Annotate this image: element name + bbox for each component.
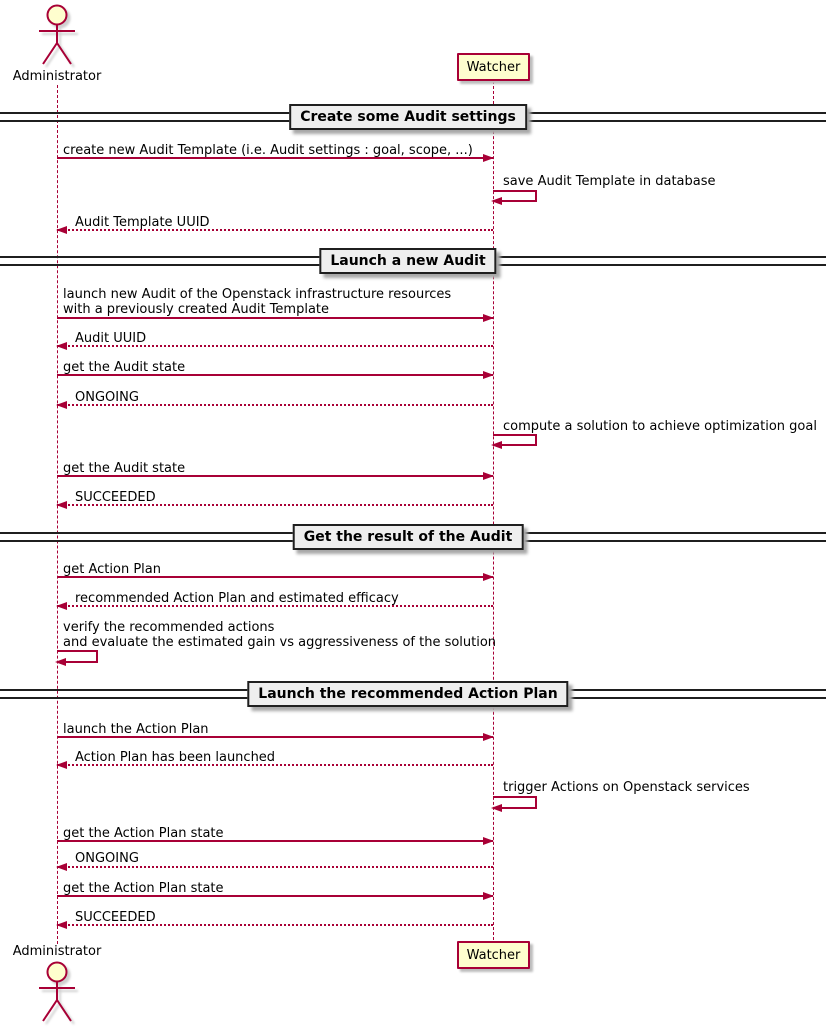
message-text-get-audit-state-2: get the Audit state [63, 461, 186, 476]
self-arrow-administrator [57, 650, 98, 663]
arrowhead-right-icon [483, 892, 494, 900]
message-text-audit-uuid: Audit UUID [75, 331, 147, 346]
self-arrow-watcher [493, 434, 537, 446]
return-arrow [57, 404, 493, 406]
arrowhead-left-icon [56, 921, 67, 929]
message-text-launch-audit-line2: with a previously created Audit Template [63, 302, 330, 317]
message-text-verify-actions-line2: and evaluate the estimated gain vs aggressiveness of the solution [63, 635, 497, 650]
solid-arrow [57, 374, 493, 376]
solid-arrow [57, 895, 493, 897]
arrowhead-right-icon [483, 573, 494, 581]
message-text-create-audit-template: create new Audit Template (i.e. Audit settings : goal, scope, ...) [63, 143, 473, 158]
section-divider-2: Launch a new Audit [319, 248, 496, 274]
solid-arrow [57, 576, 493, 578]
return-arrow [57, 229, 493, 231]
section-divider-3: Get the result of the Audit [293, 524, 524, 550]
message-text-launch-audit-line1: launch new Audit of the Openstack infrastructure resources [63, 287, 452, 302]
administrator-label-top: Administrator [12, 69, 102, 84]
solid-arrow [57, 157, 493, 159]
arrowhead-left-icon [56, 602, 67, 610]
message-text-verify-actions-line1: verify the recommended actions [63, 620, 275, 635]
arrowhead-right-icon [483, 154, 494, 162]
arrowhead-left-icon [56, 226, 67, 234]
arrowhead-left-icon [56, 761, 67, 769]
message-text-compute-solution: compute a solution to achieve optimization goal [503, 419, 817, 434]
administrator-actor-icon [31, 960, 83, 1024]
message-text-trigger-actions: trigger Actions on Openstack services [503, 780, 750, 795]
message-text-launch-action-plan: launch the Action Plan [63, 722, 209, 737]
self-arrow-watcher [493, 796, 537, 809]
return-arrow [57, 345, 493, 347]
solid-arrow [57, 736, 493, 738]
arrowhead-right-icon [483, 472, 494, 480]
message-text-get-plan-state-2: get the Action Plan state [63, 881, 224, 896]
arrowhead-left-icon [491, 804, 502, 812]
arrowhead-left-icon [56, 863, 67, 871]
solid-arrow [57, 317, 493, 319]
message-text-get-action-plan: get Action Plan [63, 562, 161, 577]
arrowhead-left-icon [55, 658, 66, 666]
arrowhead-left-icon [56, 401, 67, 409]
message-text-save-template: save Audit Template in database [503, 174, 716, 189]
solid-arrow [57, 475, 493, 477]
return-arrow [57, 504, 493, 506]
return-arrow [57, 924, 493, 926]
arrowhead-left-icon [491, 441, 502, 449]
arrowhead-right-icon [483, 733, 494, 741]
message-text-get-plan-state-1: get the Action Plan state [63, 826, 224, 841]
message-text-ongoing-1: ONGOING [75, 390, 139, 405]
section-divider-1: Create some Audit settings [289, 104, 527, 130]
message-text-ongoing-2: ONGOING [75, 851, 139, 866]
message-text-audit-template-uuid: Audit Template UUID [75, 215, 210, 230]
arrowhead-left-icon [56, 501, 67, 509]
administrator-actor-icon [31, 3, 83, 67]
arrowhead-left-icon [56, 342, 67, 350]
message-text-succeeded-1: SUCCEEDED [75, 490, 156, 505]
arrowhead-left-icon [491, 197, 502, 205]
message-text-succeeded-2: SUCCEEDED [75, 910, 156, 925]
self-arrow-watcher [493, 190, 537, 202]
return-arrow [57, 866, 493, 868]
arrowhead-right-icon [483, 314, 494, 322]
arrowhead-right-icon [483, 371, 494, 379]
message-text-get-audit-state-1: get the Audit state [63, 360, 186, 375]
solid-arrow [57, 840, 493, 842]
administrator-label-bottom: Administrator [12, 944, 102, 959]
message-text-plan-launched: Action Plan has been launched [75, 750, 276, 765]
arrowhead-right-icon [483, 837, 494, 845]
participant-watcher-top: Watcher [457, 53, 530, 81]
participant-watcher-bottom: Watcher [457, 941, 530, 969]
section-divider-4: Launch the recommended Action Plan [247, 681, 568, 707]
message-text-recommended-plan: recommended Action Plan and estimated efficacy [75, 591, 399, 606]
return-arrow [57, 764, 493, 766]
lifeline-administrator [57, 85, 58, 944]
return-arrow [57, 605, 493, 607]
